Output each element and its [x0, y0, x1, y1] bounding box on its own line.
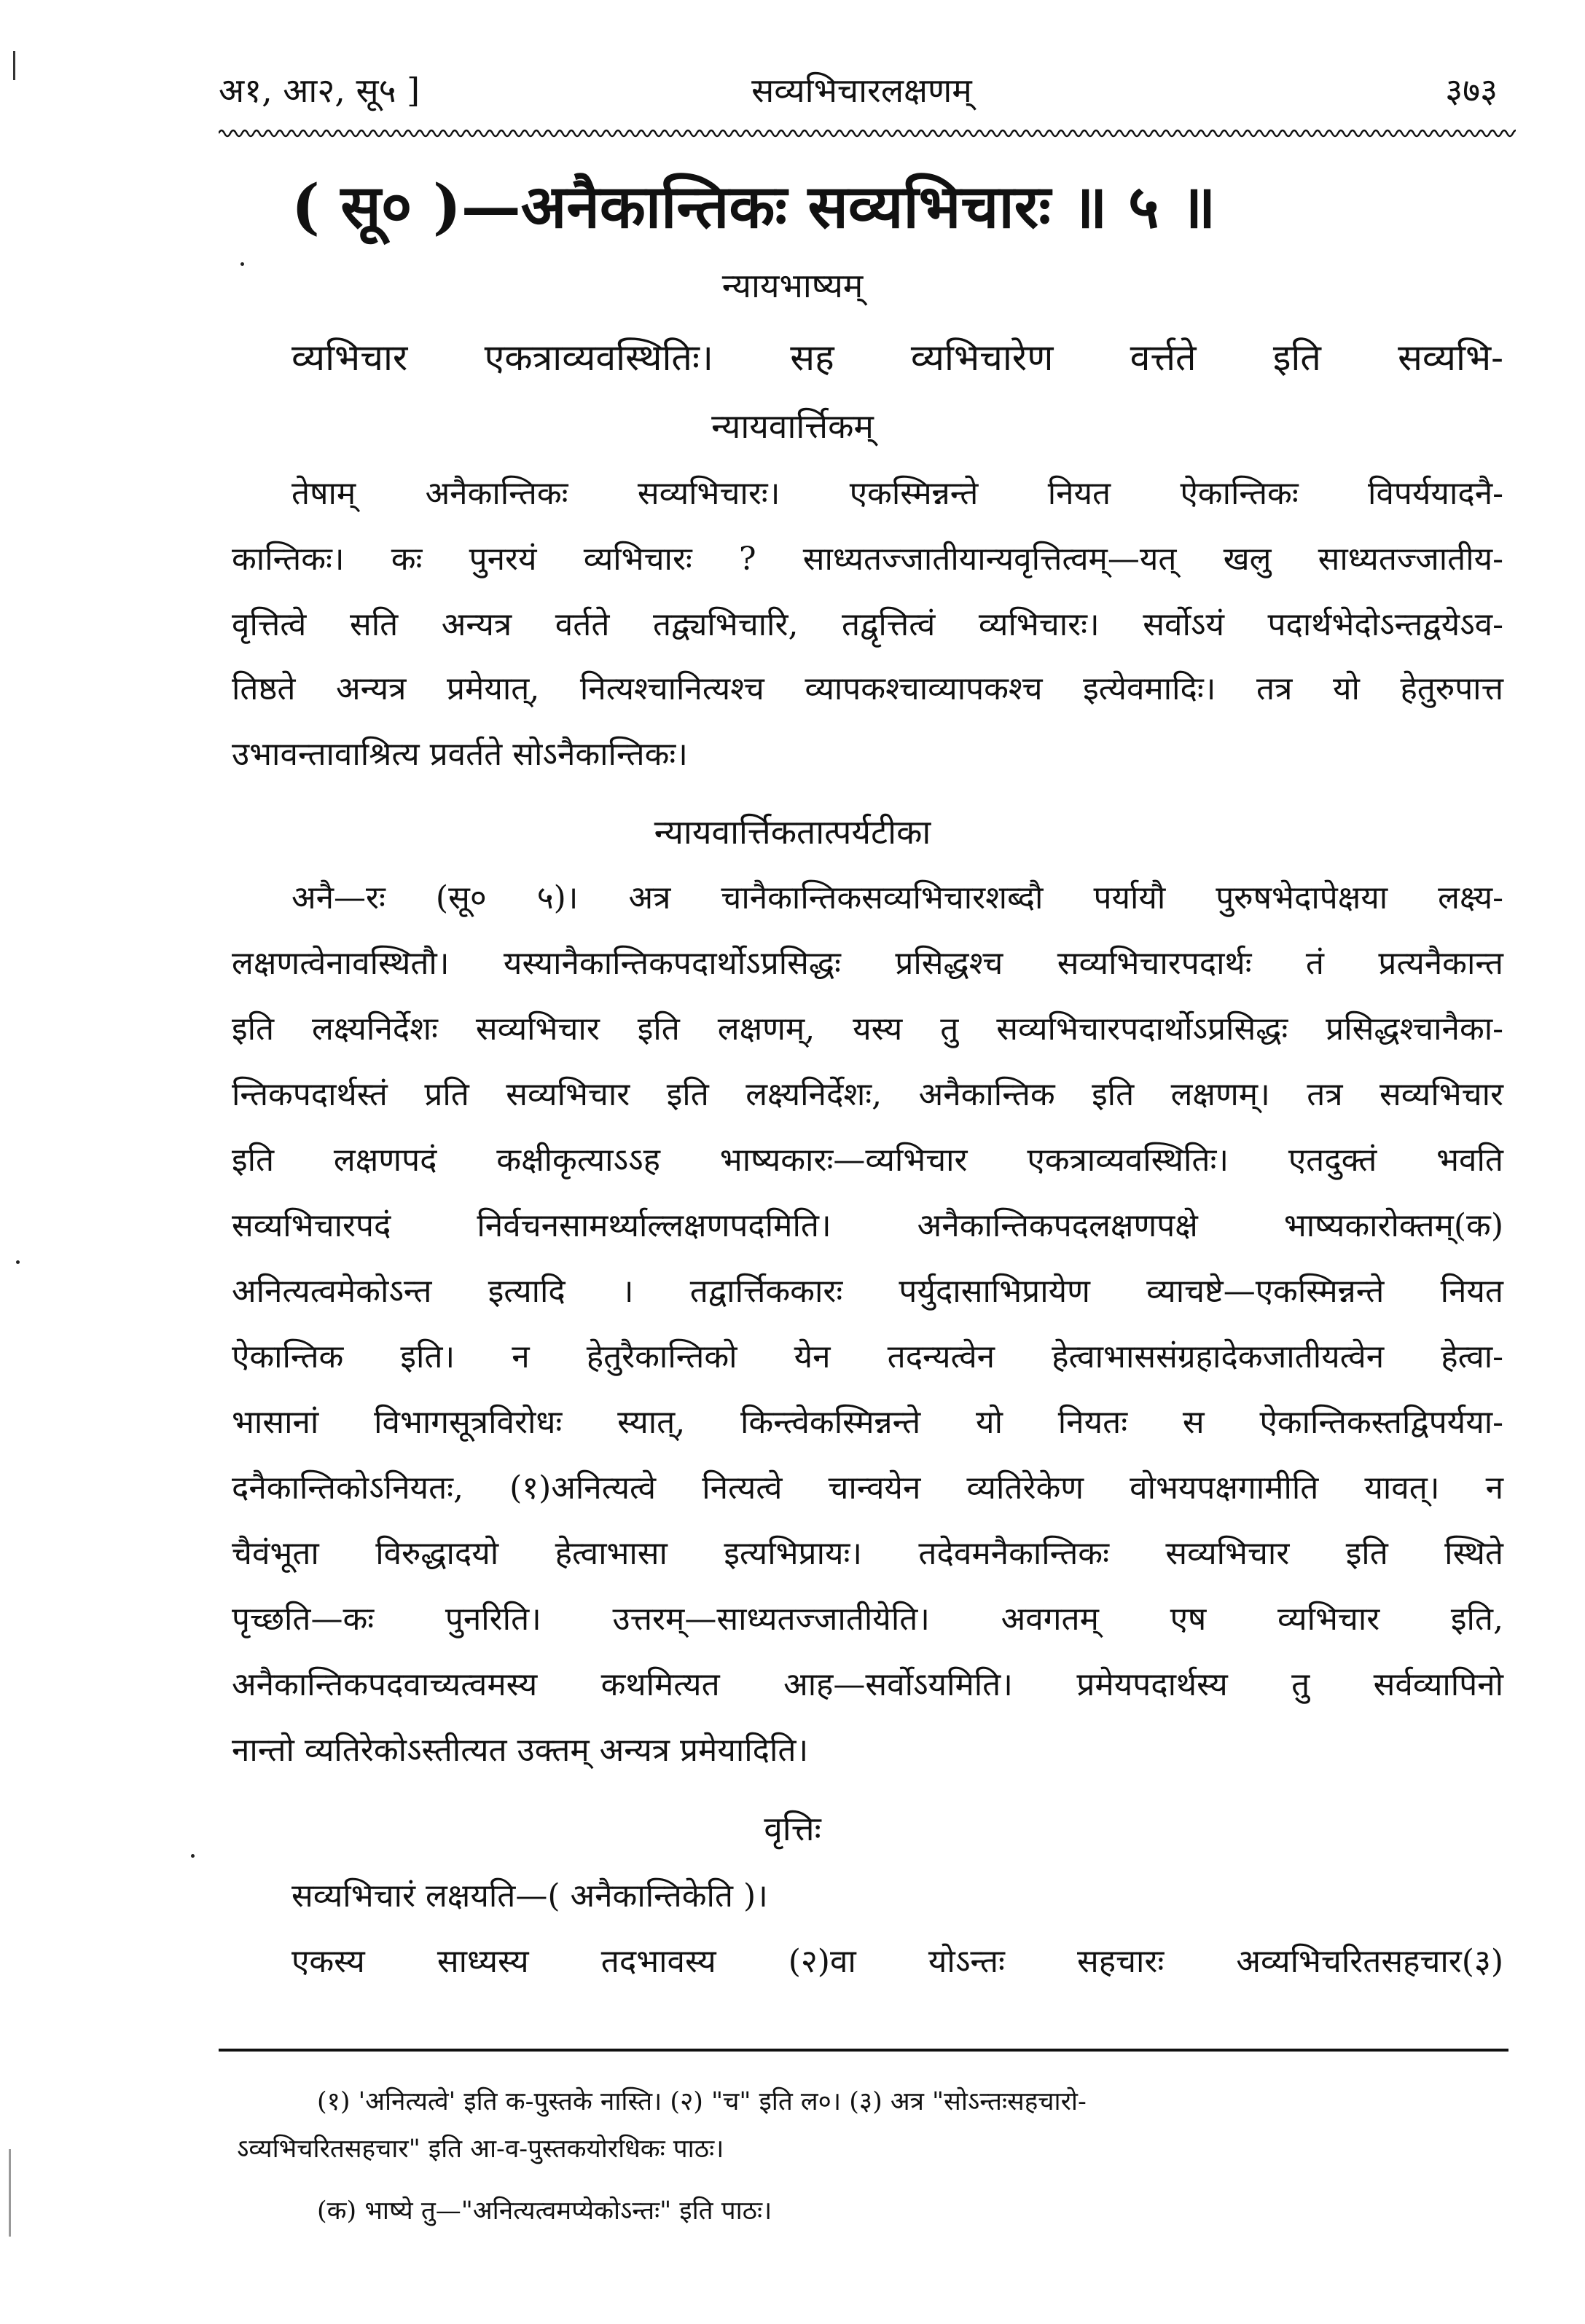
header-wavy-rule: [219, 125, 1516, 141]
footnote-line: (क) भाष्ये तु—"अनित्यत्वमप्येकोऽन्तः" इति पाठः।: [317, 2197, 772, 2226]
bhashya-line: व्यभिचार एकत्राव्यवस्थितिः। सह व्यभिचारेण वर्त्तते इति सव्यभि-: [291, 337, 1503, 379]
section-heading-vartika: न्यायवार्त्तिकम्: [711, 407, 874, 446]
footnote-line: ऽव्यभिचरितसहचार" इति आ-व-पुस्तकयोरधिकः पाठः।: [237, 2135, 724, 2164]
section-heading-tika: न्यायवार्त्तिकतात्पर्यटीका: [654, 812, 931, 852]
running-header: [219, 67, 1505, 118]
vartika-line: वृत्तित्वे सति अन्यत्र वर्तते तद्व्यभिचारि, तद्वृत्तित्वं व्यभिचारः। सर्वोऽयं पदार्थभेदोऽन्तद्वयेऽव-: [232, 606, 1503, 643]
tika-line: इति लक्ष्यनिर्देशः सव्यभिचार इति लक्षणम्, यस्य तु सव्यभिचारपदार्थोऽप्रसिद्धः प्रसिद्धश्चानैका-: [232, 1010, 1503, 1048]
tika-line: पृच्छति—कः पुनरिति। उत्तरम्—साध्यतज्जातीयेति। अवगतम् एष व्यभिचार इति,: [232, 1601, 1503, 1638]
scan-margin-mark: [9, 2149, 11, 2237]
tika-line: अनै—रः (सू० ५)। अत्र चानैकान्तिकसव्यभिचारशब्दौ पर्यायौ पुरुषभेदापेक्षया लक्ष्य-: [291, 879, 1503, 916]
section-heading-bhashya: न्यायभाष्यम्: [721, 266, 864, 305]
vartika-line: उभावन्तावाश्रित्य प्रवर्तते सोऽनैकान्तिकः।: [232, 736, 688, 773]
tika-line: न्तिकपदार्थस्तं प्रति सव्यभिचार इति लक्ष्यनिर्देशः, अनैकान्तिक इति लक्षणम्। तत्र सव्यभिचार: [232, 1076, 1503, 1113]
vartika-line: तेषाम् अनैकान्तिकः सव्यभिचारः। एकस्मिन्नन्ते नियत ऐकान्तिकः विपर्ययादनै-: [291, 475, 1503, 512]
section-heading-vritti: वृत्तिः: [764, 1809, 821, 1848]
tika-line: भासानां विभागसूत्रविरोधः स्यात्, किन्त्वेकस्मिन्नन्ते यो नियतः स ऐकान्तिकस्तद्विपर्यया-: [232, 1404, 1503, 1441]
footnote-rule: [219, 2049, 1508, 2052]
scan-margin-mark: [13, 51, 15, 80]
vritti-line: सव्यभिचारं लक्षयति—( अनैकान्तिकेति )।: [291, 1877, 768, 1915]
tika-line: लक्षणत्वेनावस्थितौ। यस्यानैकान्तिकपदार्थोऽप्रसिद्धः प्रसिद्धश्च सव्यभिचारपदार्थः तं प्रत्यनैकान्त: [232, 945, 1503, 982]
tika-line: सव्यभिचारपदं निर्वचनसामर्थ्याल्लक्षणपदमिति। अनैकान्तिकपदलक्षणपक्षे भाष्यकारोक्तम्(क): [232, 1207, 1503, 1244]
tika-line: इति लक्षणपदं कक्षीकृत्याऽऽह भाष्यकारः—व्यभिचार एकत्राव्यवस्थितिः। एतदुक्तं भवति: [232, 1142, 1503, 1179]
scan-speck: [240, 262, 244, 266]
tika-line: अनित्यत्वमेकोऽन्त इत्यादि । तद्वार्त्तिककारः पर्युदासाभिप्रायेण व्याचष्टे—एकस्मिन्नन्ते नियत: [232, 1273, 1503, 1310]
tika-line: ऐकान्तिक इति। न हेतुरैकान्तिको येन तदन्यत्वेन हेत्वाभाससंग्रहादेकजातीयत्वेन हेत्वा-: [232, 1338, 1503, 1375]
header-title: सव्यभिचारलक्षणम्: [751, 71, 972, 110]
tika-line: चैवंभूता विरुद्धादयो हेत्वाभासा इत्यभिप्रायः। तदेवमनैकान्तिकः सव्यभिचार इति स्थिते: [232, 1535, 1503, 1572]
vritti-line: एकस्य साध्यस्य तदभावस्य (२)वा योऽन्तः सहचारः अव्यभिचरितसहचार(३): [291, 1943, 1503, 1980]
tika-line: नान्तो व्यतिरेकोऽस्तीत्यत उक्तम् अन्यत्र प्रमेयादिति।: [232, 1732, 809, 1769]
vartika-line: कान्तिकः। कः पुनरयं व्यभिचारः ? साध्यतज्जातीयान्यवृत्तित्वम्—यत् खलु साध्यतज्जातीय-: [232, 541, 1503, 578]
footnote-line: (१) 'अनित्यत्वे' इति क-पुस्तके नास्ति। (२) "च" इति ल०। (३) अत्र "सोऽन्तःसहचारो-: [317, 2087, 1087, 2116]
tika-line: अनैकान्तिकपदवाच्यत्वमस्य कथमित्यत आह—सर्वोऽयमिति। प्रमेयपदार्थस्य तु सर्वव्यापिनो: [232, 1666, 1503, 1703]
scan-speck: [16, 1260, 20, 1264]
scan-speck: [191, 1854, 195, 1858]
sutra-title: ( सू० )—अनैकान्तिकः सव्यभिचारः ॥ ५ ॥: [291, 172, 1216, 242]
vartika-line: तिष्ठते अन्यत्र प्रमेयात्, नित्यश्चानित्यश्च व्यापकश्चाव्यापकश्च इत्येवमादिः। तत्र यो हेतुरुपात्त: [232, 670, 1503, 707]
tika-line: दनैकान्तिकोऽनियतः, (१)अनित्यत्वे नित्यत्वे चान्वयेन व्यतिरेकेण वोभयपक्षगामीति यावत्। न: [232, 1469, 1503, 1507]
page-number: ३७३: [1445, 71, 1498, 110]
header-reference: अ१, आ२, सू५ ]: [219, 71, 420, 110]
